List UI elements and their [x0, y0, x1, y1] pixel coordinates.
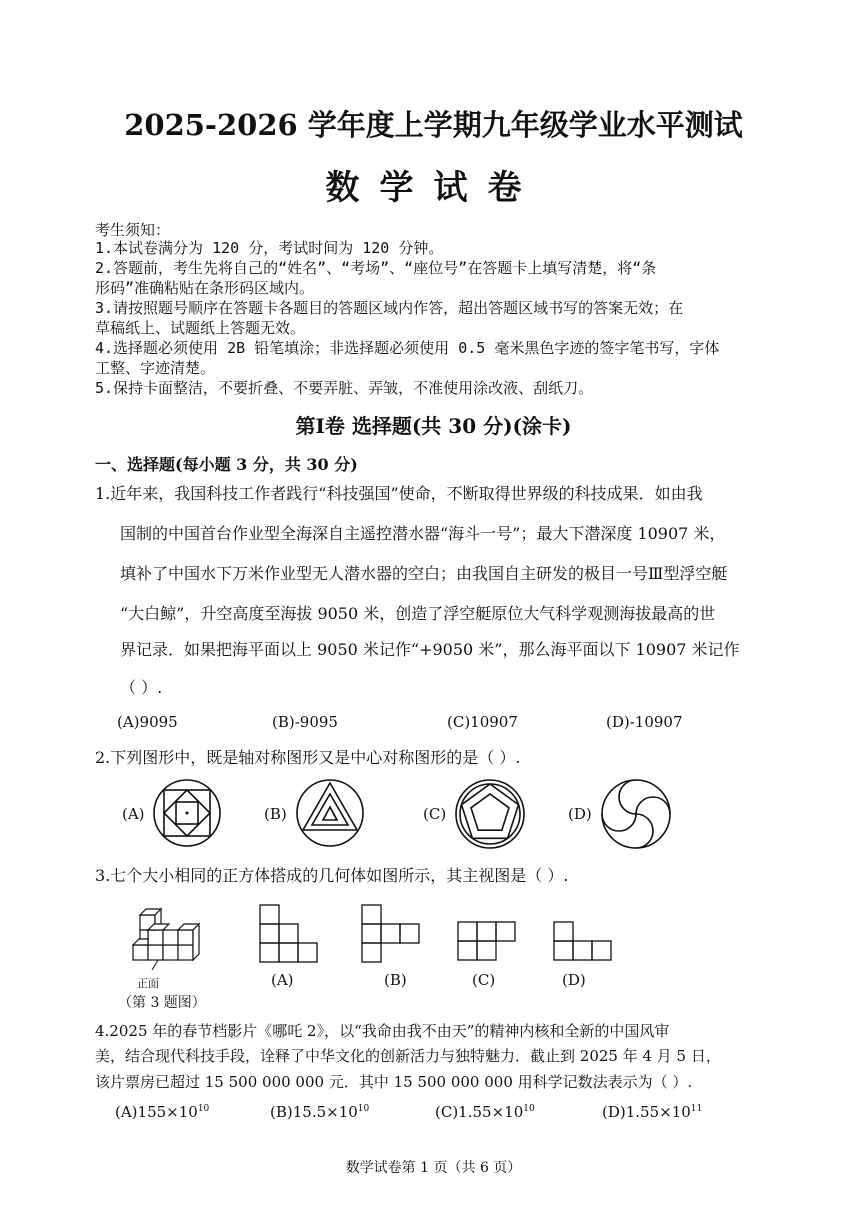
q4-line: 美，结合现代科技手段，诠释了中华文化的创新活力与独特魅力．截止到 2025 年 4 月 5 日，	[95, 1047, 721, 1065]
notice-line: 2.答题前，考生先将自己的“姓名”、“考场”、“座位号”在答题卡上填写清楚，将“条	[95, 259, 657, 277]
exam-subtitle: 数学试卷	[325, 168, 542, 208]
q4-option-b: $(B)15.5\times 10^{10}$	[270, 1103, 370, 1121]
q2-label-c: (C)	[423, 805, 447, 823]
q3-option-c-figure	[456, 920, 516, 965]
notice-line: 工整、字迹清楚。	[95, 359, 216, 377]
q4-option-d: $(D)1.55\times 10^{11}$	[602, 1103, 703, 1121]
q1-line: 1.近年来，我国科技工作者践行“科技强国”使命，不断取得世界级的科技成果．如由我	[95, 484, 703, 503]
q3-text: 3.七个大小相同的正方体搭成的几何体如图所示，其主视图是（ ）.	[95, 866, 569, 885]
q3-label-d: (D)	[562, 971, 586, 989]
q2-figure-b	[295, 778, 365, 848]
q4-line: 4.2025 年的春节档影片《哪吒 2》，以“我命由我不由天”的精神内核和全新的中国风审	[95, 1022, 670, 1040]
notice-line: 5.保持卡面整洁，不要折叠、不要弄脏、弄皱，不准使用涂改液、刮纸刀。	[95, 379, 594, 397]
q1-line: 界记录．如果把海平面以上 9050 米记作“+9050 米”，那么海平面以下 10907 米记作	[120, 640, 740, 659]
q2-figure-a	[152, 778, 222, 848]
q1-line: （ ）.	[120, 678, 163, 697]
notice-line: 1.本试卷满分为 120 分，考试时间为 120 分钟。	[95, 239, 444, 257]
page-footer: 数学试卷第 1 页（共 6 页）	[345, 1160, 522, 1176]
q1-line: 国制的中国首台作业型全海深自主遥控潜水器“海斗一号”；最大下潜深度 10907 米，	[120, 524, 726, 543]
section-title: 第Ⅰ卷 选择题(共 30 分)(涂卡)	[295, 414, 572, 438]
notice-line: 3.请按照题号顺序在答题卡各题目的答题区域内作答，超出答题区域书写的答案无效；在	[95, 299, 684, 317]
q1-option-a: (A)9095	[117, 713, 178, 731]
q1-line: 填补了中国水下万米作业型无人潜水器的空白；由我国自主研发的极目一号Ⅲ型浮空艇	[120, 564, 728, 583]
front-label: 正面	[137, 977, 159, 990]
q3-label-c: (C)	[472, 971, 496, 989]
q1-line: “大白鲸”，升空高度至海拔 9050 米，创造了浮空艇原位大气科学观测海拔最高的世	[120, 604, 716, 623]
q3-option-b-figure	[360, 903, 420, 965]
q2-text: 2.下列图形中，既是轴对称图形又是中心对称图形的是（ ）.	[95, 748, 521, 767]
notice-heading: 考生须知：	[95, 221, 171, 239]
q3-figure-caption: （第 3 题图）	[118, 995, 206, 1011]
q4-line: 该片票房已超过 15 500 000 000 元．其中 15 500 000 000 用科学记数法表示为（ ）.	[95, 1073, 693, 1091]
q3-cube-figure	[128, 900, 208, 975]
notice-line: 4.选择题必须使用 2B 铅笔填涂；非选择题必须使用 0.5 毫米黑色字迹的签字笔书写，字体	[95, 339, 720, 357]
notice-line: 形码”准确粘贴在条形码区域内。	[95, 279, 315, 297]
q3-label-b: (B)	[384, 971, 407, 989]
q2-figure-c	[454, 778, 526, 850]
q1-option-c: (C)10907	[447, 713, 518, 731]
q2-figure-d	[600, 778, 672, 850]
q2-label-d: (D)	[568, 805, 592, 823]
q3-option-a-figure	[258, 903, 318, 965]
q2-label-b: (B)	[264, 805, 287, 823]
exam-title: 2025-2026 学年度上学期九年级学业水平测试	[124, 108, 743, 142]
q4-option-c: $(C)1.55\times 10^{10}$	[435, 1103, 535, 1121]
q3-option-d-figure	[552, 920, 612, 965]
q1-option-d: (D)-10907	[606, 713, 683, 731]
q1-option-b: (B)-9095	[272, 713, 338, 731]
q2-label-a: (A)	[122, 805, 145, 823]
q4-option-a: $(A)155\times 10^{10}$	[115, 1103, 210, 1121]
part-title: 一、选择题(每小题 3 分，共 30 分)	[95, 455, 358, 474]
notice-line: 草稿纸上、试题纸上答题无效。	[95, 319, 306, 337]
q3-label-a: (A)	[271, 971, 294, 989]
